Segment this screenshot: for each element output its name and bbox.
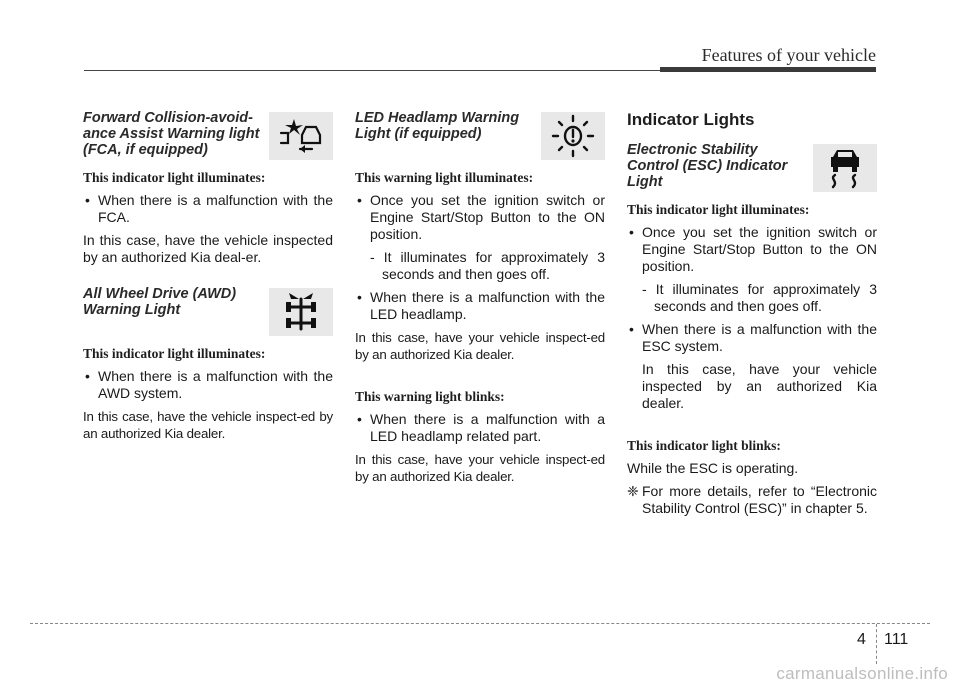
paragraph: In this case, have the vehicle inspected by an authorized Kia deal-er. <box>83 232 333 265</box>
header-rule <box>84 70 660 71</box>
subheading: This indicator light blinks: <box>627 438 781 453</box>
column-right <box>627 110 877 517</box>
column-left <box>83 110 333 448</box>
footer-divider <box>876 624 877 664</box>
list-item: • Once you set the ignition switch or Engine Start/Stop Button to the ON position. <box>627 224 877 275</box>
subheading: This warning light illuminates: <box>355 170 534 185</box>
paragraph: In this case, have your vehicle inspected by an authorized Kia dealer. <box>642 361 877 411</box>
section-title: All Wheel Drive (AWD) Warning Light <box>83 286 237 318</box>
paragraph: In this case, have your vehicle inspect-ed by an authorized Kia dealer. <box>355 452 605 484</box>
section-title: Electronic Stability Control (ESC) Indicator Light <box>627 142 788 190</box>
list-item: • When there is a malfunction with the FCA. <box>83 192 333 226</box>
subheading: This indicator light illuminates: <box>83 346 266 361</box>
esc-indicator-icon <box>813 144 877 192</box>
fca-warning-icon <box>269 112 333 160</box>
section-heading: Indicator Lights <box>627 110 755 129</box>
list-item: • When there is a malfunction with the ESC system. <box>627 321 877 355</box>
page-number: 111 <box>884 631 909 648</box>
subheading: This indicator light illuminates: <box>83 170 266 185</box>
subheading: This indicator light illuminates: <box>627 202 810 217</box>
note-mark: ❈ <box>627 483 639 499</box>
watermark: carmanualsonline.info <box>776 664 948 683</box>
section-title: LED Headlamp Warning Light (if equipped) <box>355 110 520 142</box>
paragraph: In this case, have your vehicle inspect-ed by an authorized Kia dealer. <box>355 330 605 362</box>
section-fca <box>83 110 333 160</box>
chapter-number: 4 <box>857 631 866 648</box>
list-item: • When there is a malfunction with a LED headlamp related part. <box>355 411 605 445</box>
paragraph: In this case, have the vehicle inspect-ed by an authorized Kia dealer. <box>83 409 333 441</box>
header-rule-accent <box>660 67 876 72</box>
section-led-headlamp <box>355 110 605 160</box>
column-middle <box>355 110 605 491</box>
list-subitem: - It illuminates for approximately 3 seconds and then goes off. <box>370 249 605 282</box>
list-item: • Once you set the ignition switch or Engine Start/Stop Button to the ON position. <box>355 192 605 243</box>
list-item: • When there is a malfunction with the LED headlamp. <box>355 289 605 323</box>
footer-rule <box>30 623 930 624</box>
awd-warning-icon <box>269 288 333 336</box>
list-item: • When there is a malfunction with the AWD system. <box>83 368 333 402</box>
note-text: For more details, refer to “Electronic Stability Control (ESC)” in chapter 5. <box>642 483 877 516</box>
running-header: Features of your vehicle <box>701 45 876 65</box>
section-title: Forward Collision-avoid-ance Assist Warning light (FCA, if equipped) <box>83 110 260 158</box>
section-awd <box>83 286 333 336</box>
section-esc <box>627 142 877 192</box>
led-headlamp-warning-icon <box>541 112 605 160</box>
subheading: This warning light blinks: <box>355 389 505 404</box>
paragraph: While the ESC is operating. <box>627 460 799 476</box>
note <box>627 483 877 517</box>
list-subitem: - It illuminates for approximately 3 seconds and then goes off. <box>642 281 877 314</box>
